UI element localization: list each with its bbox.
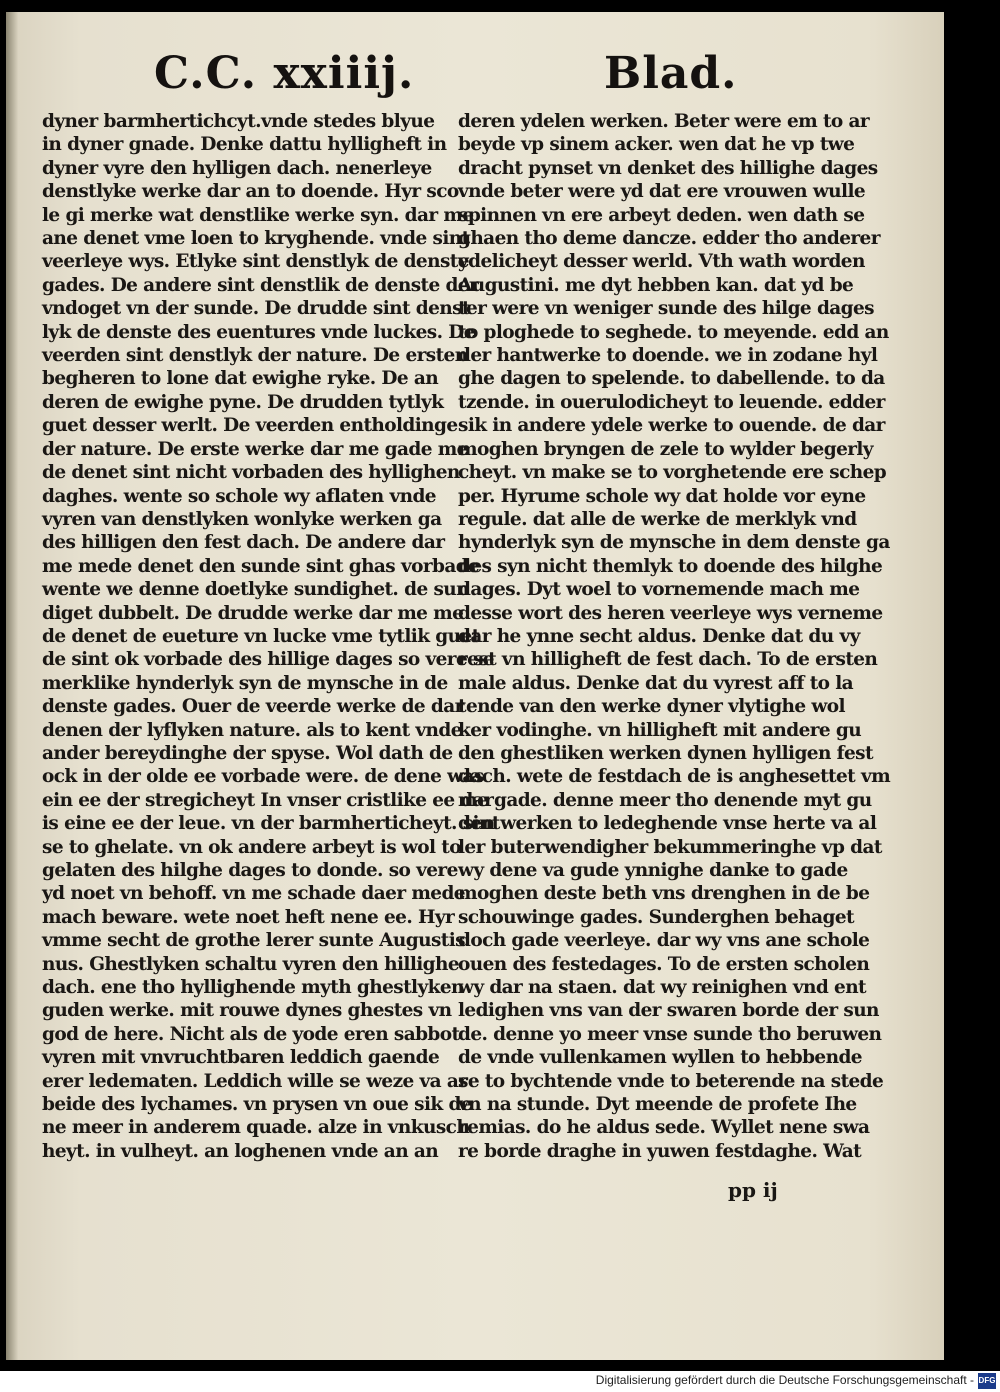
signature-mark: pp ij <box>728 1178 778 1202</box>
text-line: doch gade veerleye. dar wy vns ane schole <box>458 930 870 952</box>
text-line: veerden sint denstlyk der nature. De ersten <box>42 345 468 367</box>
dfg-logo: DFG <box>978 1373 996 1389</box>
text-line: vyren van denstlyken wonlyke werken ga <box>42 508 442 530</box>
text-line: de vnde vullenkamen wyllen to hebbende <box>458 1047 862 1069</box>
text-line: schouwinge gades. Sunderghen behaget <box>458 906 854 928</box>
text-line: dach. wete de festdach de is anghesettet vm <box>458 766 891 788</box>
text-line: wy dene va gude ynnighe danke to gade <box>458 860 848 881</box>
folio-heading: C.C. xxiiij. <box>154 48 415 99</box>
text-line: begheren to lone dat ewighe ryke. De an <box>42 368 439 390</box>
text-line: dages. Dyt woel to vornemende mach me <box>458 579 860 601</box>
text-line: per. Hyrume schole wy dat holde vor eyne <box>458 485 866 507</box>
text-line: gades. De andere sint denstlik de denste der <box>42 274 479 296</box>
text-line: se to ghelate. vn ok andere arbeyt is wol to <box>42 836 461 858</box>
text-line: de denet de eueture vn lucke vme tytlik guet <box>42 625 480 647</box>
left-text-column <box>42 110 500 1163</box>
footer-bar <box>0 1371 1000 1392</box>
text-line: vnde beter were yd dat ere vrouwen wulle <box>458 181 866 203</box>
text-line: tende van den werke dyner vlytighe wol <box>458 696 845 718</box>
text-line: ander bereydinghe der spyse. Wol dath de <box>42 742 453 764</box>
text-line: spinnen vn ere arbeyt deden. wen dath se <box>458 204 865 226</box>
text-line: wente we denne doetlyke sundighet. de sun <box>42 579 469 601</box>
text-line: beyde vp sinem acker. wen dat he vp twe <box>458 134 855 156</box>
text-line: dach. ene tho hyllighende myth ghestlyken <box>42 977 464 999</box>
text-line: desse wort des heren veerleye wys verneme <box>458 602 883 624</box>
text-line: des syn nicht themlyk to doende des hilghe <box>458 555 883 577</box>
text-line: merklike hynderlyk syn de mynsche in de <box>42 672 448 694</box>
text-line: to ploghede to seghede. to meyende. edd an <box>458 321 889 343</box>
text-line: dyner barmhertichcyt.vnde stedes blyue <box>42 111 435 132</box>
text-line: ter were vn weniger sunde des hilge dages <box>458 298 874 320</box>
text-line: ydelicheyt desser werld. Vth wath worden <box>458 251 865 273</box>
right-text-column <box>458 110 891 1163</box>
text-line: den werken to ledeghende vnse herte va al <box>458 813 877 835</box>
text-line: beide des lychames. vn prysen vn oue sik de <box>42 1094 472 1116</box>
text-line: ne meer in anderem quade. alze in vnkusch <box>42 1117 470 1139</box>
text-line: daghes. wente so schole wy aflaten vnde <box>42 485 436 507</box>
text-line: vyren mit vnvruchtbaren leddich gaende <box>42 1047 440 1069</box>
text-line: ein ee der stregicheyt In vnser cristlike ee dar <box>42 789 494 811</box>
text-line: sik in andere ydele werke to ouende. de dar <box>458 415 885 437</box>
text-line: god de here. Nicht als de yode eren sabbot <box>42 1023 460 1045</box>
text-line: remias. do he aldus sede. Wyllet nene swa <box>458 1117 870 1139</box>
text-line: rest vn hilligheft de fest dach. To de ersten <box>458 649 878 671</box>
text-line: vmme secht de grothe lerer sunte Augustis <box>42 930 465 952</box>
text-line: erer ledematen. Leddich wille se weze va ar <box>42 1070 468 1092</box>
text-line: Augustini. me dyt hebben kan. dat yd be <box>458 274 854 296</box>
text-line: der nature. De erste werke dar me gade me <box>42 438 468 460</box>
page-gutter-shadow <box>6 12 18 1360</box>
text-line: denste gades. Ouer de veerde werke de dar <box>42 696 464 718</box>
text-line: ker vodinghe. vn hilligheft mit andere gu <box>458 719 862 741</box>
text-line: des hilligen den fest dach. De andere dar <box>42 532 445 554</box>
text-line: male aldus. Denke dat du vyrest aff to la <box>458 672 854 694</box>
text-line: ghe dagen to spelende. to dabellende. to da <box>458 368 885 390</box>
text-line: ler buterwendigher bekummeringhe vp dat <box>458 836 882 858</box>
text-line: den ghestliken werken dynen hylligen fest <box>458 742 873 764</box>
text-line: de denet sint nicht vorbaden des hyllighen <box>42 462 460 484</box>
text-line: moghen deste beth vns drenghen in de be <box>458 883 870 905</box>
text-line: ock in der olde ee vorbade were. de dene was <box>42 766 484 788</box>
text-line: diget dubbelt. De drudde werke dar me me <box>42 602 464 624</box>
text-line: de sint ok vorbade des hillige dages so vere se <box>42 649 494 671</box>
text-line: nus. Ghestlyken schaltu vyren den hillighe <box>42 953 460 975</box>
blad-heading: Blad. <box>604 48 738 99</box>
funding-credit: Digitalisierung gefördert durch die Deutsche Forschungsgemeinschaft - <box>595 1373 974 1387</box>
text-line: moghen bryngen de zele to wylder begerly <box>458 438 873 460</box>
text-line: vndoget vn der sunde. De drudde sint denst <box>42 298 470 320</box>
text-line: re borde draghe in yuwen festdaghe. Wat <box>458 1140 862 1162</box>
text-line: regule. dat alle de werke de merklyk vnd <box>458 508 857 530</box>
text-line: me mede denet den sunde sint ghas vorbade <box>42 555 480 577</box>
text-line: dar he ynne secht aldus. Denke dat du vy <box>458 625 860 647</box>
text-line: ane denet vme loen to kryghende. vnde sint <box>42 228 470 250</box>
text-line: heyt. in vulheyt. an loghenen vnde an an <box>42 1140 439 1162</box>
text-line: hynderlyk syn de mynsche in dem denste ga <box>458 532 890 554</box>
text-line: ouen des festedages. To de ersten scholen <box>458 953 870 975</box>
text-line: der hantwerke to doende. we in zodane hyl <box>458 345 878 367</box>
text-line: gelaten des hilghe dages to donde. so vere <box>42 860 458 881</box>
text-line: le gi merke wat denstlike werke syn. dar me <box>42 204 474 226</box>
text-line: in dyner gnade. Denke dattu hylligheft in <box>42 134 447 156</box>
text-line: guet desser werlt. De veerden entholdinge <box>42 415 458 437</box>
text-line: guden werke. mit rouwe dynes ghestes vn <box>42 1000 452 1022</box>
text-line: wy dar na staen. dat wy reinighen vnd ent <box>458 977 866 999</box>
scanned-page <box>6 12 944 1360</box>
text-line: yd noet vn behoff. vn me schade daer mede <box>42 883 465 905</box>
text-line: denen der lyflyken nature. als to kent vnde <box>42 719 462 741</box>
text-line: vn na stunde. Dyt meende de profete Ihe <box>458 1094 857 1116</box>
text-line: veerleye wys. Etlyke sint denstlyk de denste <box>42 251 469 273</box>
text-line: deren de ewighe pyne. De drudden tytlyk <box>42 391 444 413</box>
text-line: se to bychtende vnde to beterende na stede <box>458 1070 884 1092</box>
text-line: is eine ee der leue. vn der barmherticheyt. sint <box>42 813 500 835</box>
text-line: ghaen tho deme dancze. edder tho anderer <box>458 228 880 250</box>
text-line: cheyt. vn make se to vorghetende ere schep <box>458 462 887 484</box>
text-line: mach beware. wete noet heft nene ee. Hyr <box>42 906 455 928</box>
text-line: dracht pynset vn denket des hillighe dages <box>458 157 878 179</box>
text-line: me gade. denne meer tho denende myt gu <box>458 789 872 811</box>
text-line: tzende. in ouerulodicheyt to leuende. edder <box>458 391 885 413</box>
text-line: de. denne yo meer vnse sunde tho beruwen <box>458 1023 882 1045</box>
text-line: deren ydelen werken. Beter were em to ar <box>458 111 870 132</box>
text-line: ledighen vns van der swaren borde der sun <box>458 1000 879 1022</box>
text-line: lyk de denste des euentures vnde luckes. De <box>42 321 475 343</box>
text-line: denstlyke werke dar an to doende. Hyr sco <box>42 181 459 203</box>
text-line: dyner vyre den hylligen dach. nenerleye <box>42 157 432 179</box>
